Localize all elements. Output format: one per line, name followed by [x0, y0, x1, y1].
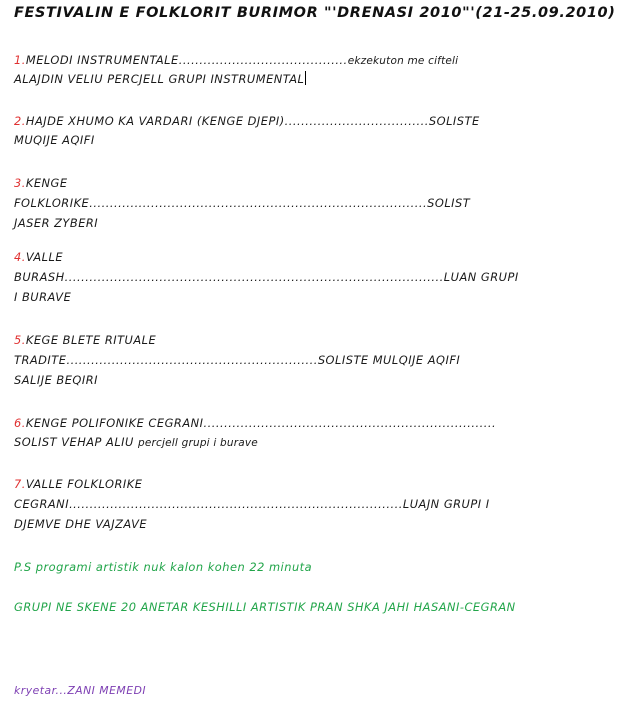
- item-number: 1.: [14, 53, 26, 67]
- item-text: VALLE FOLKLORIKE: [25, 477, 143, 491]
- document-title: FESTIVALIN E FOLKLORIT BURIMOR "'DRENASI 2010"'(21-25.09.2010): [14, 5, 616, 21]
- item-2-line-1: [14, 114, 480, 128]
- text-cursor: [305, 71, 306, 85]
- item-6-line-2: [14, 435, 258, 449]
- item-1-line-1: [14, 53, 458, 67]
- item-text: CEGRANI.................................................................................LUAJN GRUPI I: [14, 497, 490, 511]
- item-text: BURASH............................................................................................LUAN GRUPI: [14, 270, 519, 284]
- item-1-line-2: [14, 71, 306, 86]
- item-7-line-3: [14, 517, 147, 531]
- ps-note: P.S programi artistik nuk kalon kohen 22 minuta: [14, 560, 313, 574]
- item-performer-note: ekzekuton me cifteli: [347, 55, 459, 67]
- item-number: 7.: [14, 477, 26, 491]
- item-text: MELODI INSTRUMENTALE.........................................: [25, 53, 348, 67]
- item-performer-note: percjell grupi i burave: [138, 437, 258, 449]
- item-2-line-2: [14, 133, 95, 147]
- item-text: ALAJDIN VELIU PERCJELL GRUPI INSTRUMENTAL: [14, 72, 305, 86]
- item-3-line-3: [14, 216, 98, 230]
- group-note: GRUPI NE SKENE 20 ANETAR KESHILLI ARTISTIK PRAN SHKA JAHI HASANI-CEGRAN: [14, 600, 516, 614]
- item-text: KEGE BLETE RITUALE: [25, 333, 157, 347]
- item-text: DJEMVE DHE VAJZAVE: [14, 517, 148, 531]
- item-text: VALLE: [25, 250, 64, 264]
- item-number: 6.: [14, 416, 26, 430]
- item-text: KENGE POLIFONIKE CEGRANI.......................................................................: [25, 416, 497, 430]
- item-3-line-2: [14, 196, 470, 210]
- item-text: JASER ZYBERI: [14, 216, 99, 230]
- item-7-line-2: [14, 497, 490, 511]
- item-4-line-3: [14, 290, 71, 304]
- item-text: SALIJE BEQIRI: [14, 373, 99, 387]
- item-number: 4.: [14, 250, 26, 264]
- item-text: TRADITE.............................................................SOLISTE MULQIJE AQIFI: [14, 353, 461, 367]
- item-5-line-3: [14, 373, 98, 387]
- item-3-line-1: [14, 176, 68, 190]
- item-text: MUQIJE AQIFI: [14, 133, 95, 147]
- item-5-line-2: [14, 353, 460, 367]
- item-7-line-1: [14, 477, 142, 491]
- item-number: 5.: [14, 333, 26, 347]
- item-text: KENGE: [25, 176, 68, 190]
- item-4-line-1: [14, 250, 63, 264]
- item-text: I BURAVE: [14, 290, 72, 304]
- item-text: SOLIST VEHAP ALIU: [14, 435, 134, 449]
- item-6-line-1: [14, 416, 496, 430]
- item-number: 3.: [14, 176, 26, 190]
- item-text: HAJDE XHUMO KA VARDARI (KENGE DJEPI)...................................SOLISTE: [25, 114, 480, 128]
- item-4-line-2: [14, 270, 519, 284]
- item-5-line-1: [14, 333, 156, 347]
- item-text: FOLKLORIKE..................................................................................SOLIST: [14, 196, 471, 210]
- item-number: 2.: [14, 114, 26, 128]
- signature: kryetar...ZANI MEMEDI: [14, 684, 147, 697]
